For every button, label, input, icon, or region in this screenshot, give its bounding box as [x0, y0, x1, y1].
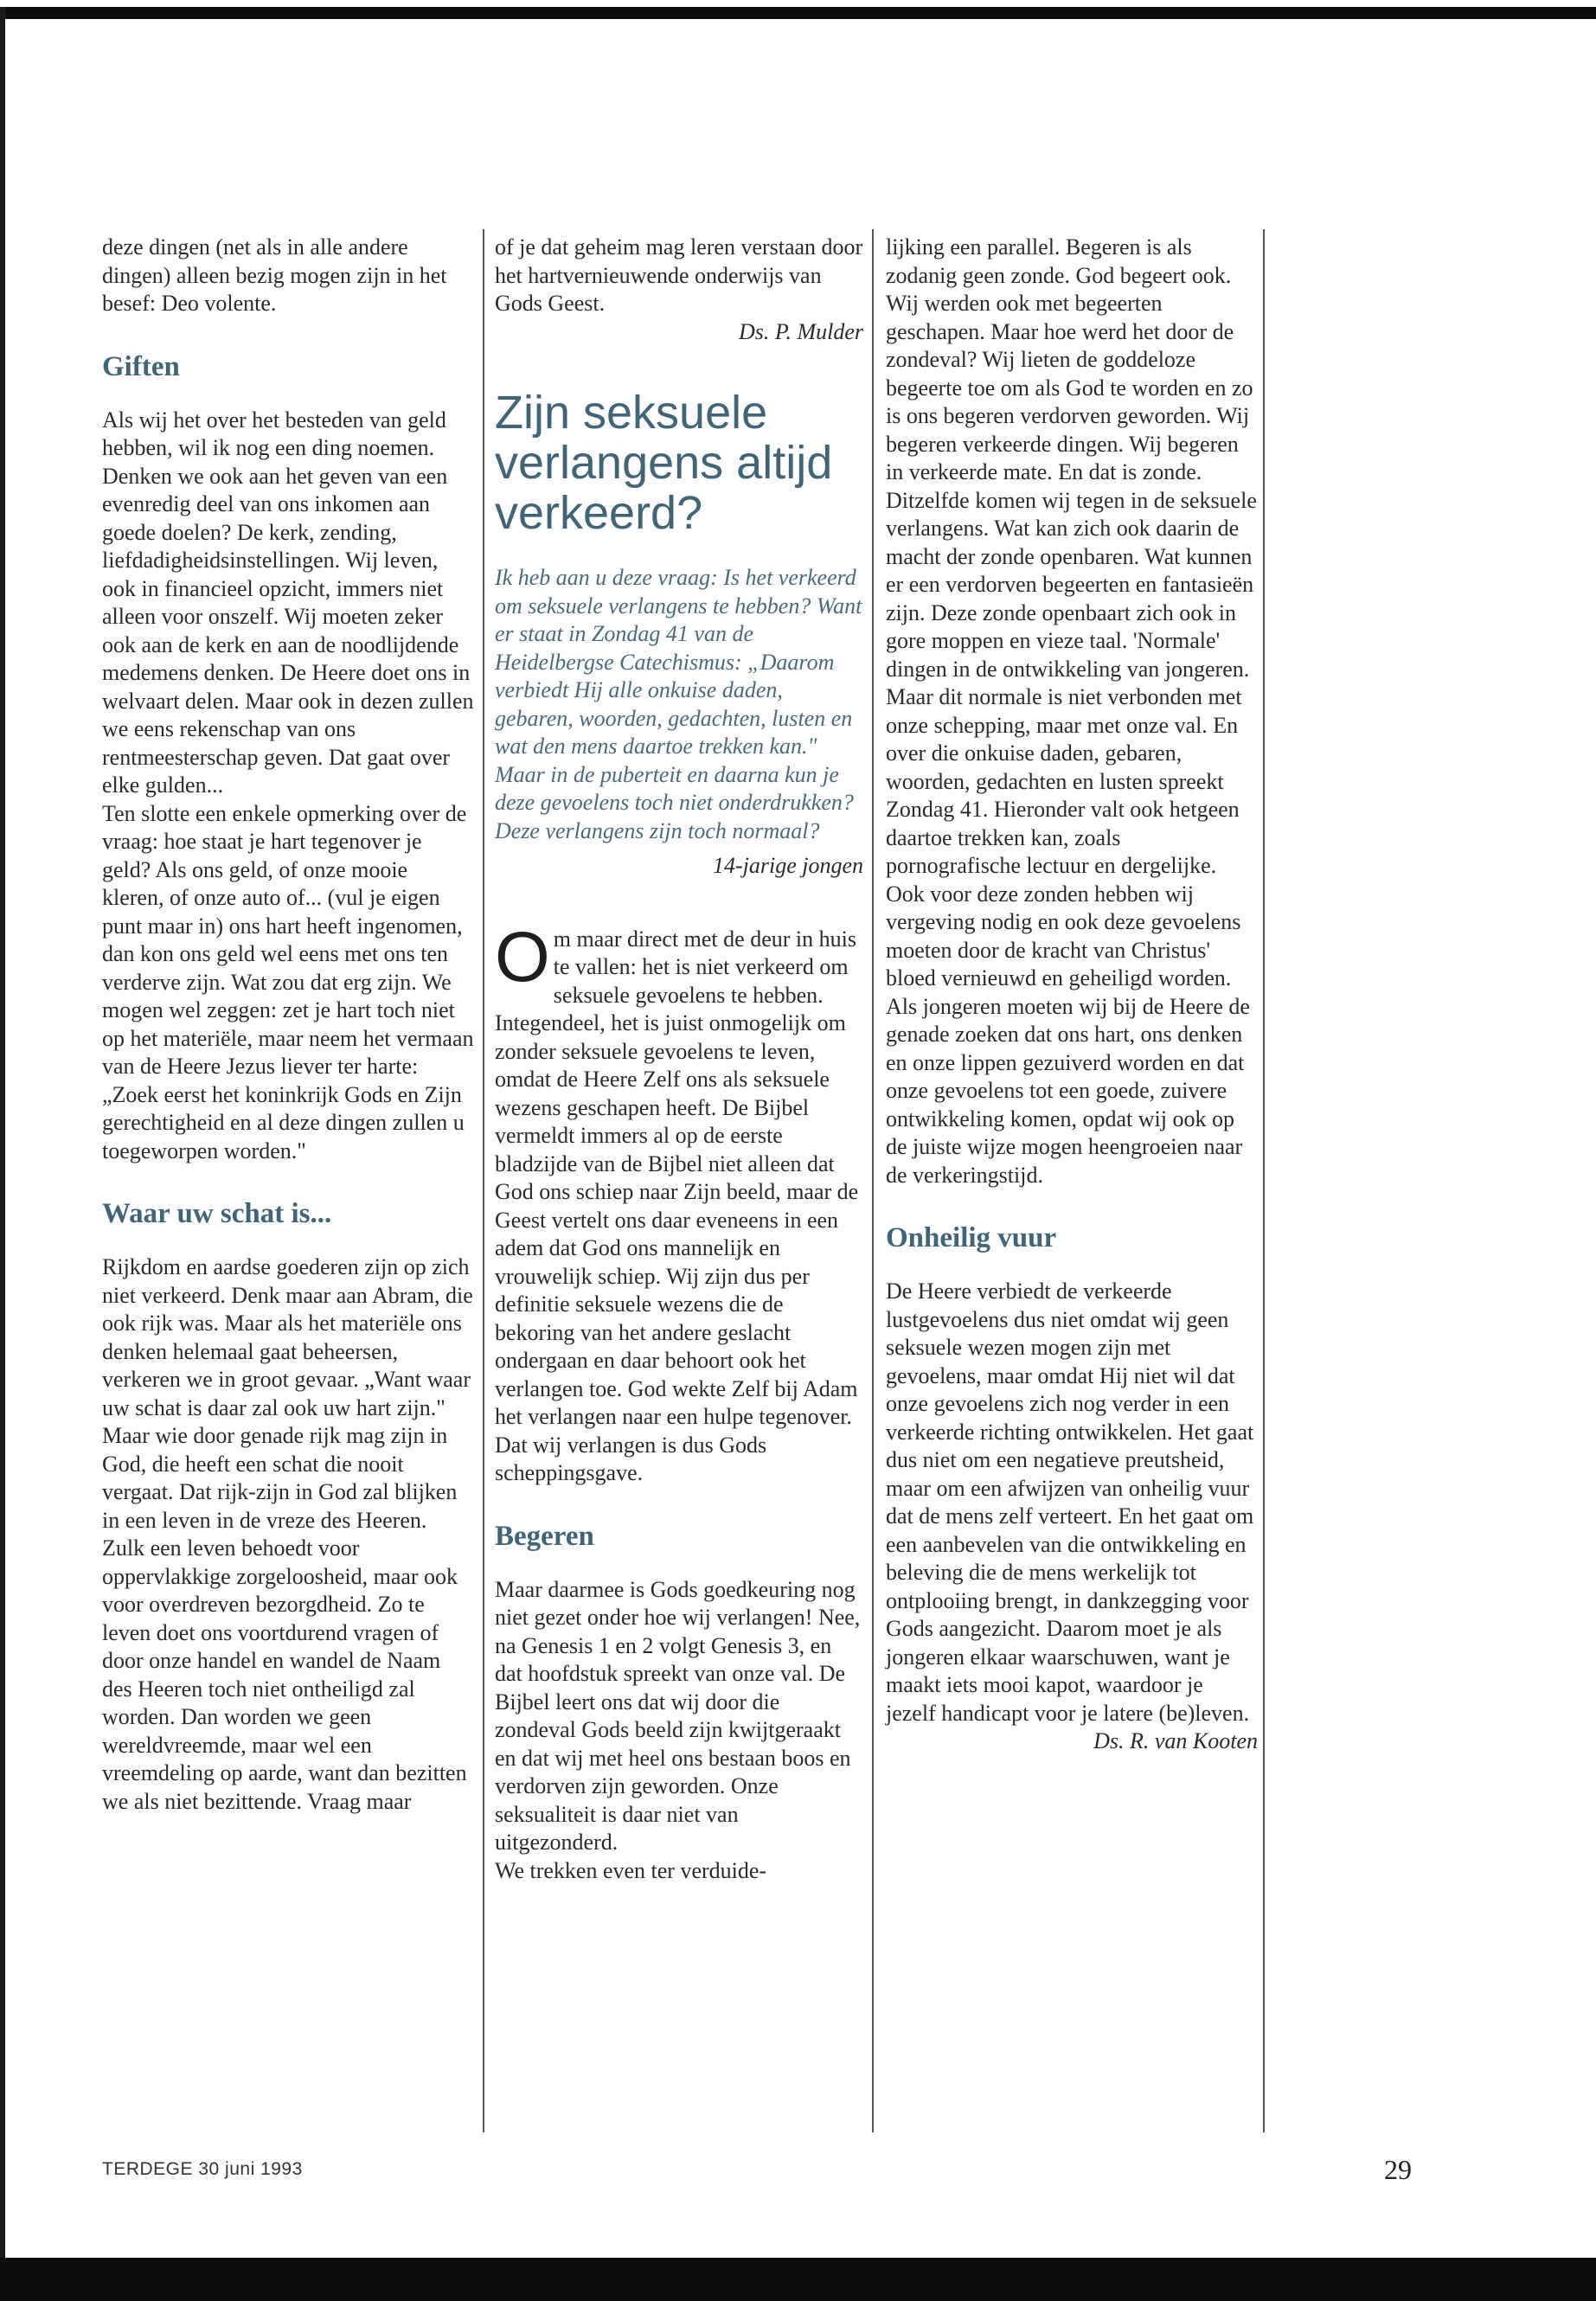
paragraph: Maar daarmee is Gods goedkeuring nog niet gezet onder hoe wij verlangen! Nee, na Genesis 1 en 2 volgt Genesis 3, en dat hoofdstuk spreekt van onze val. De Bijbel leert ons dat wij door die zondeval Gods beeld zijn kwijtgeraakt en dat wij met heel ons bestaan boos en verdorven zijn geworden. Onze seksualiteit is daar niet van uitgezonderd.	[495, 1576, 861, 1855]
answer-text: m maar direct met de deur in huis te vallen: het is niet verkeerd om seksuele gevoelens te hebben. Integendeel, het is juist onmogelijk om zonder seksuele gevoelens te leven, omdat de Heere Zelf ons als seksuele wezens geschapen heeft. De Bijbel vermeldt immers al op de eerste bladzijde van de Bijbel niet alleen dat God ons schiep naar Zijn beeld, maar de Geest vertelt ons daar eveneens in een adem dat God ons mannelijk en vrouwelijk schiep. Wij zijn dus per definitie seksuele wezens die de bekoring van het andere geslacht ondergaan en daar behoort ook het verlangen toe. God wekte Zelf bij Adam het verlangen naar een hulpe tegenover. Dat wij verlangen is dus Gods scheppingsgave.	[495, 926, 859, 1485]
top-border-bar	[0, 7, 1596, 19]
drop-cap: O	[495, 917, 550, 997]
author-signature: Ds. R. van Kooten	[1093, 1728, 1258, 1753]
heading-onheilig-vuur: Onheilig vuur	[886, 1222, 1057, 1253]
heading-waar-uw-schat-is: Waar uw schat is...	[102, 1198, 332, 1229]
heading-giften: Giften	[102, 350, 180, 382]
page-number: 29	[1384, 2154, 1412, 2185]
reader-question: Ik heb aan u deze vraag: Is het verkeerd om seksuele verlangens te hebben? Want er staat in Zondag 41 van de Heidelbergse Catechismus: „Daarom verbiedt Hij alle onkuise daden, gebaren, woorden, gedachten, lusten en wat den mens daartoe trekken kan." Maar in de puberteit en daarna kun je deze gevoelens toch niet onderdrukken? Deze verlangens zijn toch normaal?	[495, 565, 862, 843]
paragraph: lijking een parallel. Begeren is als zodanig geen zonde. God begeert ook. Wij werden ook met begeerten geschapen. Maar hoe werd het door de zondeval? Wij lieten de goddeloze begeerte toe om als God te worden en zo is ons begeren verdorven geworden. Wij begeren verkeerde dingen. Wij begeren in verkeerde mate. En dat is zonde.	[886, 234, 1253, 484]
paragraph: Als wij het over het besteden van geld hebben, wil ik nog een ding noemen. Denken we ook aan het geven van een evenredig deel van ons inkomen aan goede doelen? De kerk, zending, liefdadigheidsinstellingen. Wij leven, ook in financieel opzicht, immers niet alleen voor onszelf. Wij moeten zeker ook aan de kerk en aan de noodlijdende medemens denken. De Heere doet ons in welvaart delen. Maar ook in dezen zullen we eens rekenschap van ons rentmeesterschap geven. Dat gaat over elke gulden...	[102, 407, 474, 798]
bottom-border-bar	[0, 2258, 1596, 2301]
column-divider	[1263, 229, 1265, 2132]
paragraph: Ook voor deze zonden hebben wij vergeving nodig en ook deze gevoelens moeten door de kracht van Christus' bloed vernieuwd en geheiligd worden.	[886, 881, 1241, 990]
paragraph: Maar wie door genade rijk mag zijn in God, die heeft een schat die nooit vergaat. Dat rijk-zijn in God zal blijken in een leven in de vreze des Heeren. Zulk een leven behoedt voor oppervlakkige zorgeloosheid, maar ook voor overdreven bezorgdheid. Zo te leven doet ons voortdurend vragen of door onze handel en wandel de Naam des Heeren toch niet ontheiligd zal worden. Dan worden we geen wereldvreemde, maar wel een vreemdeling op aarde, want dan bezitten we als niet bezittende. Vraag maar	[102, 1423, 467, 1814]
paragraph: We trekken even ter verduide-	[495, 1857, 767, 1883]
heading-begeren: Begeren	[495, 1520, 594, 1552]
question-asker: 14-jarige jongen	[712, 853, 863, 878]
column-divider	[872, 229, 874, 2132]
paragraph: Ten slotte een enkele opmerking over de vraag: hoe staat je hart tegenover je geld? Als ons geld, of onze mooie kleren, of onze auto of... (vul je eigen punt maar in) ons hart heeft ingenomen, dan kon ons geld wel eens met ons ten verderve zijn. Wat zou dat erg zijn. We mogen wel zeggen: zet je hart toch niet op het materiële, maar neem het vermaan van de Heere Jezus liever ter harte: „Zoek eerst het koninkrijk Gods en Zijn gerechtigheid en al deze dingen zullen u toegeworpen worden."	[102, 800, 474, 1163]
left-border-bar	[0, 7, 5, 2299]
column-divider	[483, 229, 484, 2132]
paragraph: Rijkdom en aardse goederen zijn op zich niet verkeerd. Denk maar aan Abram, die ook rijk was. Maar als het materiële ons denken helemaal gaat beheersen, verkeren we in groot gevaar. „Want waar uw schat is daar zal ook uw hart zijn."	[102, 1254, 473, 1420]
paragraph: Als jongeren moeten wij bij de Heere de genade zoeken dat ons hart, ons denken en onze lippen gezuiverd worden en dat onze gevoelens tot een goede, zuivere ontwikkeling komen, opdat wij ook op de juiste wijze mogen heengroeien naar de verkeringstijd.	[886, 993, 1250, 1188]
column-2	[495, 234, 863, 1885]
answer-paragraph	[495, 917, 863, 1488]
article-title: Zijn seksuele verlangens altijd verkeerd?	[495, 387, 833, 539]
column-3	[886, 234, 1258, 1756]
author-signature: Ds. P. Mulder	[739, 318, 863, 344]
paragraph: deze dingen (net als in alle andere dingen) alleen bezig mogen zijn in het besef: Deo volente.	[102, 234, 447, 316]
paragraph: De Heere verbiedt de verkeerde lustgevoelens dus niet omdat wij geen seksuele wezen mogen zijn met gevoelens, maar omdat Hij niet wil dat onze gevoelens zich nog verder in een verkeerde richting ontwikkelen. Het gaat dus niet om een negatieve preutsheid, maar om een afwijzen van onheilig vuur dat de mens zelf verteert. En het gaat om een aanbevelen van die ontwikkeling en beleving die de mens werkelijk tot ontplooiing brengt, in dankzegging voor Gods aangezicht. Daarom moet je als jongeren elkaar waarschuwen, want je maakt iets mooi kapot, waardoor je jezelf handicapt voor je latere (be)leven.	[886, 1279, 1254, 1726]
column-1	[102, 234, 474, 1816]
paragraph: Ditzelfde komen wij tegen in de seksuele verlangens. Wat kan zich ook daarin de macht der zonde openbaren. Wat kunnen er een verdorven begeerten en fantasieën zijn. Deze zonde openbaart zich ook in gore moppen en vieze taal. 'Normale' dingen in de ontwikkeling van jongeren. Maar dit normale is niet verbonden met onze schepping, maar met onze val. En over die onkuise daden, gebaren, woorden, gedachten en lusten spreekt Zondag 41. Hieronder valt ook hetgeen daartoe trekken kan, zoals pornografische lectuur en dergelijke.	[886, 487, 1257, 878]
paragraph: of je dat geheim mag leren verstaan door het hartvernieuwende onderwijs van Gods Geest.	[495, 234, 863, 316]
publication-footer: TERDEGE 30 juni 1993	[102, 2159, 303, 2179]
